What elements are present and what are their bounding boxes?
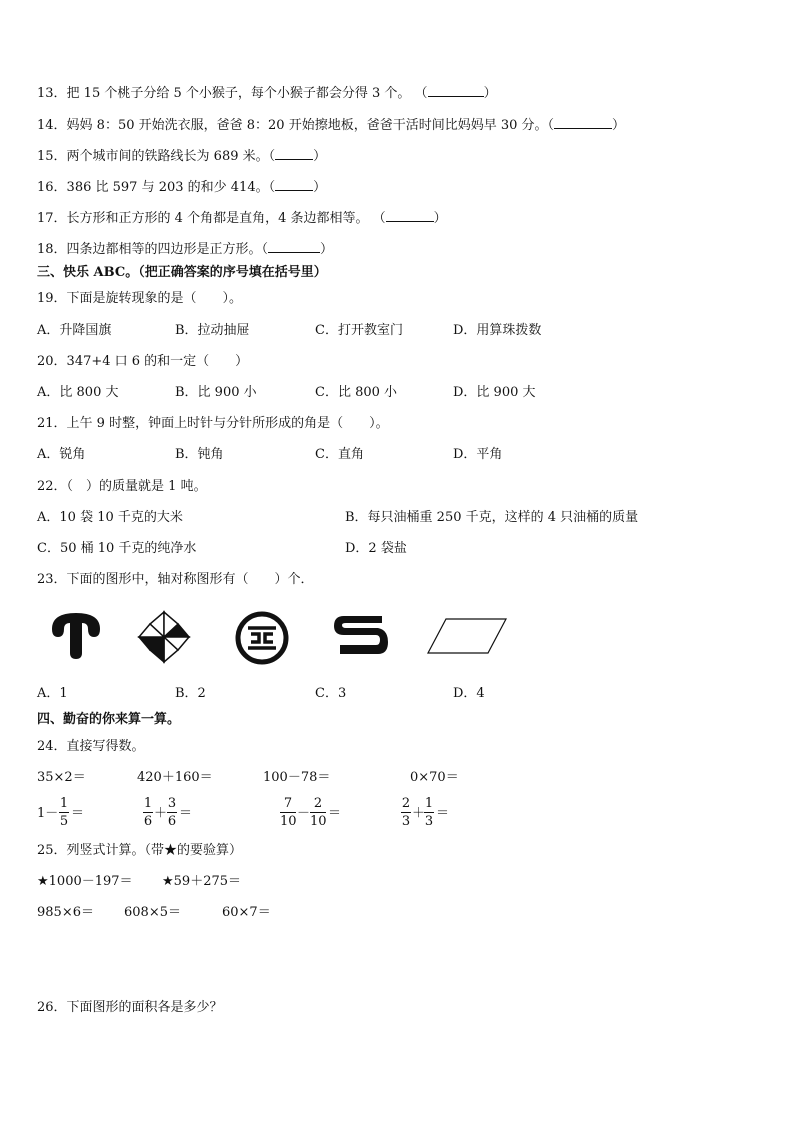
option-c[interactable]: C．直角 — [315, 447, 364, 462]
question-22: 22．（ ）的质量就是 1 吨。 — [37, 479, 207, 494]
option-b[interactable]: B．每只油桶重 250 千克，这样的 4 只油桶的质量 — [345, 510, 639, 525]
calc-item: 60×7＝ — [222, 905, 271, 920]
option-a[interactable]: A．比 800 大 — [37, 385, 119, 400]
option-c[interactable]: C．比 800 小 — [315, 385, 398, 400]
section-title-4: 四、勤奋的你来算一算。 — [37, 712, 181, 727]
calc-item: 985×6＝ — [37, 905, 94, 920]
question-18: 18．四条边都相等的四边形是正方形。（ ） — [37, 242, 334, 257]
option-d[interactable]: D．4 — [453, 686, 485, 701]
question-21: 21．上午 9 时整，钟面上时针与分针所形成的角是（ ）。 — [37, 416, 389, 431]
option-c[interactable]: C．打开教室门 — [315, 323, 403, 338]
option-a[interactable]: A．升降国旗 — [37, 323, 112, 338]
question-25: 25．列竖式计算。（带★的要验算） — [37, 843, 243, 858]
calc-item: 100－78＝ — [263, 770, 331, 785]
question-13: 13．把 15 个桃子分给 5 个小猴子，每个小猴子都会分得 3 个。 （ ） — [37, 86, 497, 101]
question-24: 24．直接写得数。 — [37, 739, 145, 754]
option-b[interactable]: B．拉动抽屉 — [175, 323, 250, 338]
option-d[interactable]: D．平角 — [453, 447, 503, 462]
figure-parallelogram — [426, 617, 508, 655]
question-17: 17．长方形和正方形的 4 个角都是直角，4 条边都相等。 （ ） — [37, 211, 447, 226]
option-a[interactable]: A．10 袋 10 千克的大米 — [37, 510, 183, 525]
answer-blank[interactable] — [428, 84, 484, 97]
question-26: 26．下面图形的面积各是多少？ — [37, 1000, 223, 1015]
option-d[interactable]: D．2 袋盐 — [345, 541, 407, 556]
option-b[interactable]: B．比 900 小 — [175, 385, 257, 400]
answer-blank[interactable] — [268, 240, 320, 253]
calc-item: 608×5＝ — [124, 905, 181, 920]
option-c[interactable]: C．50 桶 10 千克的纯净水 — [37, 541, 197, 556]
option-b[interactable]: B．钝角 — [175, 447, 224, 462]
calc-item: ★1000－197＝ — [37, 874, 133, 889]
calc-item: ★59＋275＝ — [162, 874, 242, 889]
section-title-3: 三、快乐 ABC。（把正确答案的序号填在括号里） — [37, 265, 327, 280]
answer-blank[interactable] — [275, 147, 313, 160]
question-23: 23．下面的图形中，轴对称图形有（ ）个． — [37, 572, 314, 587]
question-15: 15．两个城市间的铁路线长为 689 米。（ ） — [37, 149, 327, 164]
option-d[interactable]: D．比 900 大 — [453, 385, 536, 400]
figure-anchor-symbol — [48, 607, 104, 663]
question-20: 20．347+4 口 6 的和一定（ ） — [37, 354, 249, 369]
answer-blank[interactable] — [554, 116, 612, 129]
figure-circle-logo — [234, 610, 290, 666]
option-b[interactable]: B．2 — [175, 686, 206, 701]
figure-pinwheel — [134, 608, 194, 666]
option-a[interactable]: A．锐角 — [37, 447, 86, 462]
calc-item: 35×2＝ — [37, 770, 86, 785]
option-a[interactable]: A．1 — [37, 686, 68, 701]
option-c[interactable]: C．3 — [315, 686, 347, 701]
question-14: 14．妈妈 8：50 开始洗衣服，爸爸 8：20 开始擦地板，爸爸干活时间比妈妈早 30 分。（ ） — [37, 118, 626, 133]
question-16: 16．386 比 597 与 203 的和少 414。（ ） — [37, 180, 327, 195]
answer-blank[interactable] — [275, 178, 313, 191]
option-d[interactable]: D．用算珠拨数 — [453, 323, 542, 338]
question-19: 19．下面是旋转现象的是（ ）。 — [37, 291, 243, 306]
calc-item: 0×70＝ — [410, 770, 459, 785]
answer-blank[interactable] — [386, 209, 434, 222]
figure-s-symbol — [332, 612, 390, 658]
calc-item: 420＋160＝ — [137, 770, 213, 785]
